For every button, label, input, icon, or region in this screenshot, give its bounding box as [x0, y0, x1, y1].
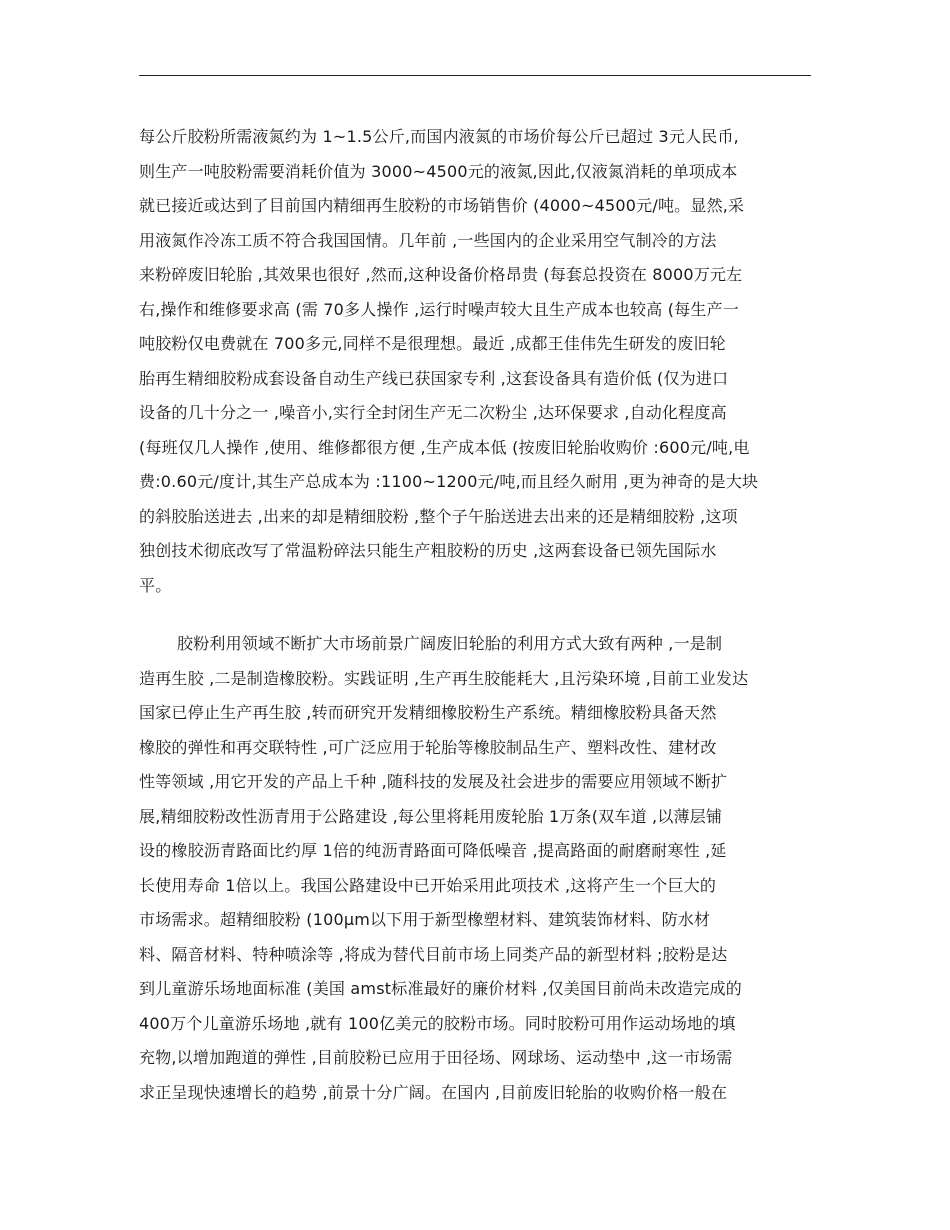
text-line: 设的橡胶沥青路面比约厚 1倍的纯沥青路面可降低噪音 ,提高路面的耐磨耐寒性 ,延 [139, 841, 727, 860]
header-rule [139, 75, 811, 76]
text-line: 胶粉利用领域不断扩大市场前景广阔废旧轮胎的利用方式大致有两种 ,一是制 [177, 634, 723, 653]
text-line: 到儿童游乐场地面标准 (美国 amst标准最好的廉价材料 ,仅美国目前尚未改造完成的 [139, 979, 742, 998]
text-line: 长使用寿命 1倍以上。我国公路建设中已开始采用此项技术 ,这将产生一个巨大的 [139, 875, 717, 895]
text-line: 费:0.60元/度计,其生产总成本为 :1100~1200元/吨,而且经久耐用 ,更为神奇的是大块 [139, 472, 759, 491]
text-line: 每公斤胶粉所需液氮约为 1~1.5公斤,而国内液氮的市场价每公斤已超过 3元人民币, [139, 127, 739, 146]
text-line: 造再生胶 ,二是制造橡胶粉。实践证明 ,生产再生胶能耗大 ,且污染环境 ,目前工业发达 [139, 668, 749, 688]
text-line: 橡胶的弹性和再交联特性 ,可广泛应用于轮胎等橡胶制品生产、塑料改性、建材改 [139, 737, 717, 757]
text-line: 右,操作和维修要求高 (需 70多人操作 ,运行时噪声较大且生产成本也较高 (每生产一 [139, 299, 739, 319]
text-line: 展,精细胶粉改性沥青用于公路建设 ,每公里将耗用废轮胎 1万条(双车道 ,以薄层铺 [139, 806, 723, 826]
text-line: 独创技术彻底改写了常温粉碎法只能生产粗胶粉的历史 ,这两套设备已领先国际水 [139, 541, 717, 560]
text-line: (每班仅几人操作 ,使用、维修都很方便 ,生产成本低 (按废旧轮胎收购价 :600元/吨,电 [139, 437, 750, 457]
paragraph-2 [139, 627, 819, 1110]
text-line: 料、隔音材料、特种喷涂等 ,将成为替代目前市场上同类产品的新型材料 ;胶粉是达 [139, 944, 728, 964]
text-line: 充物,以增加跑道的弹性 ,目前胶粉已应用于田径场、网球场、运动垫中 ,这一市场需 [139, 1048, 733, 1067]
text-line: 的斜胶胎送进去 ,出来的却是精细胶粉 ,整个子午胎送进去出来的还是精细胶粉 ,这项 [139, 506, 738, 526]
paragraph-1 [139, 120, 819, 603]
text-line: 用液氮作冷冻工质不符合我国国情。几年前 ,一些国内的企业采用空气制冷的方法 [139, 230, 717, 250]
text-line: 设备的几十分之一 ,噪音小,实行全封闭生产无二次粉尘 ,达环保要求 ,自动化程度高 [139, 403, 727, 422]
text-line: 就已接近或达到了目前国内精细再生胶粉的市场销售价 (4000~4500元/吨。显然,采 [139, 196, 745, 215]
text-line: 求正呈现快速增长的趋势 ,前景十分广阔。在国内 ,目前废旧轮胎的收购价格一般在 [139, 1082, 728, 1102]
text-line: 则生产一吨胶粉需要消耗价值为 3000~4500元的液氮,因此,仅液氮消耗的单项成本 [139, 161, 738, 181]
text-line: 平。 [139, 575, 172, 595]
text-line: 国家已停止生产再生胶 ,转而研究开发精细橡胶粉生产系统。精细橡胶粉具备天然 [139, 703, 717, 722]
text-line: 胎再生精细胶粉成套设备自动生产线已获国家专利 ,这套设备具有造价低 (仅为进口 [139, 368, 729, 388]
text-line: 市场需求。超精细胶粉 (100μm以下用于新型橡塑材料、建筑装饰材料、防水材 [139, 910, 711, 929]
text-line: 来粉碎废旧轮胎 ,其效果也很好 ,然而,这种设备价格昂贵 (每套总投资在 8000万元左 [139, 265, 743, 284]
text-line: 吨胶粉仅电费就在 700多元,同样不是很理想。最近 ,成都王佳伟先生研发的废旧轮 [139, 334, 726, 353]
text-line: 400万个儿童游乐场地 ,就有 100亿美元的胶粉市场。同时胶粉可用作运动场地的填 [139, 1013, 736, 1033]
text-line: 性等领域 ,用它开发的产品上千种 ,随科技的发展及社会进步的需要应用领域不断扩 [139, 772, 728, 791]
